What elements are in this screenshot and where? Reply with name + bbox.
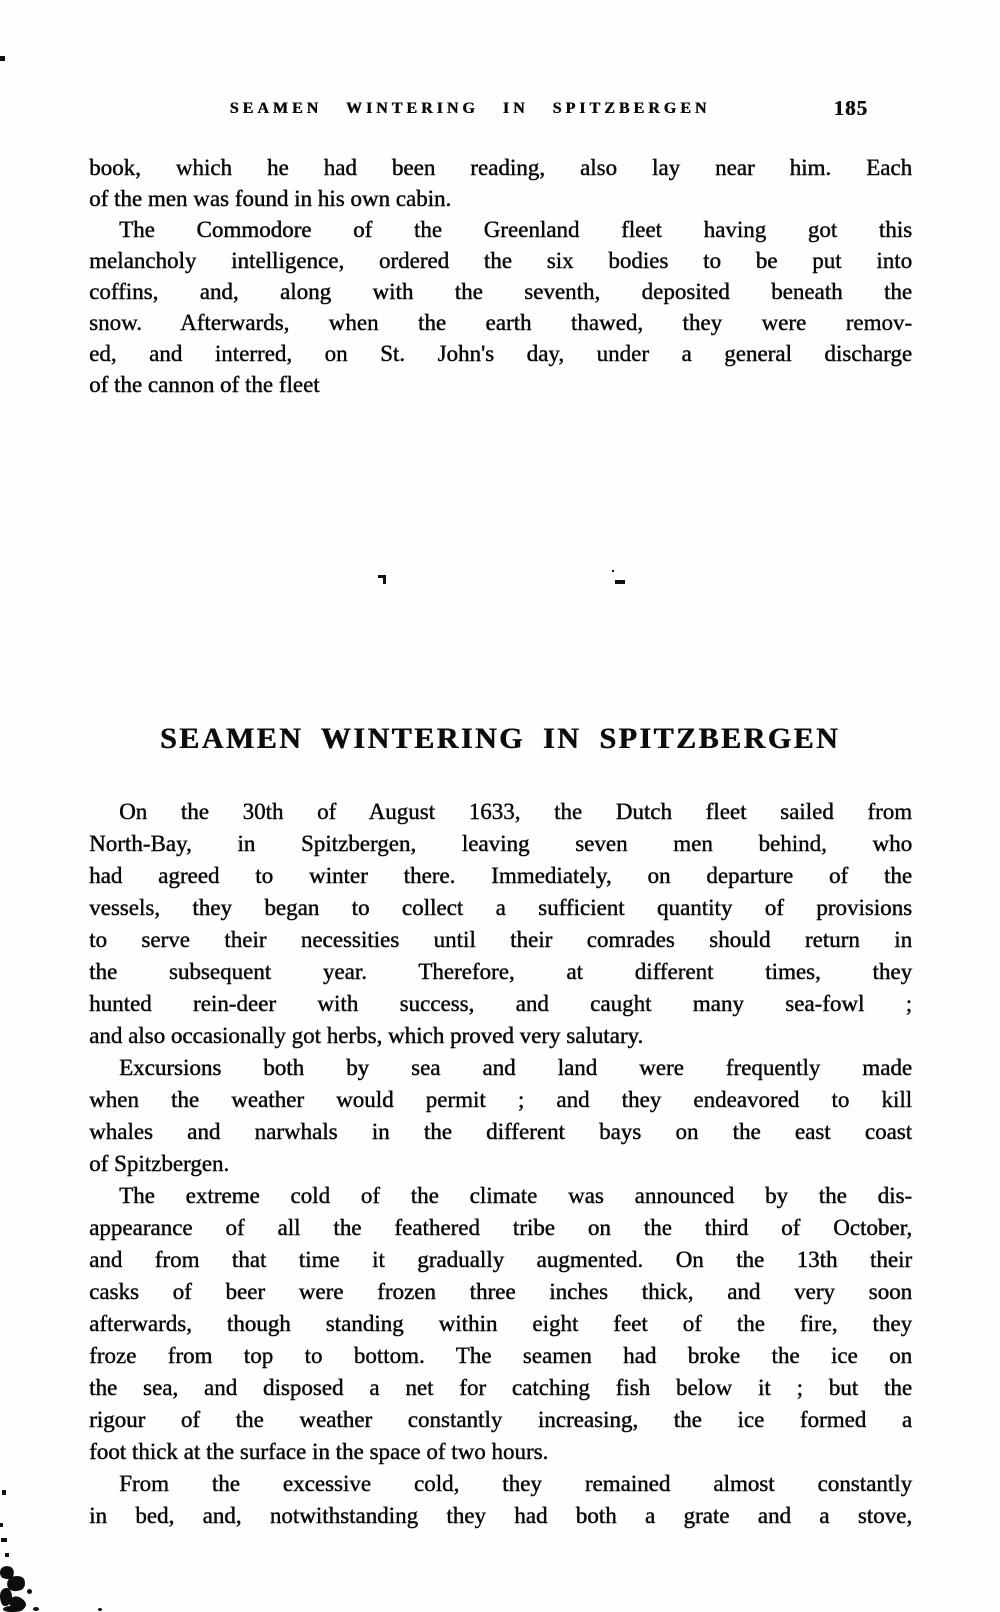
text-line: of the cannon of the fleet	[89, 372, 320, 397]
text-line: book, which he had been reading, also lay near him. Each	[89, 155, 912, 180]
scan-speck	[1, 1538, 7, 1542]
scan-speck	[2, 1490, 6, 1495]
paragraph	[89, 796, 912, 1052]
text-line: Excursions both by sea and land were frequently made	[119, 1055, 912, 1080]
text-line: melancholy intelligence, ordered the six bodies to be put into	[89, 248, 912, 273]
running-head-title: SEAMEN WINTERING IN SPITZBERGEN	[229, 100, 711, 117]
text-line: On the 30th of August 1633, the Dutch fleet sailed from	[119, 799, 912, 824]
paragraph	[89, 1052, 912, 1180]
ink-blob	[3, 1606, 23, 1612]
scan-speck	[615, 580, 625, 584]
text-line: had agreed to winter there. Immediately, on departure of the	[89, 863, 912, 888]
article-body-text	[89, 796, 912, 1532]
text-line: The extreme cold of the climate was announced by the dis-	[119, 1183, 912, 1208]
paragraph	[89, 1180, 912, 1468]
text-line: of the men was found in his own cabin.	[89, 186, 452, 211]
running-head	[88, 96, 912, 128]
text-line: froze from top to bottom. The seamen had broke the ice on	[89, 1343, 912, 1368]
text-line: casks of beer were frozen three inches thick, and very soon	[89, 1279, 912, 1304]
text-line: of Spitzbergen.	[89, 1151, 230, 1176]
text-line: when the weather would permit ; and they endeavored to kill	[89, 1087, 912, 1112]
text-line: the subsequent year. Therefore, at different times, they	[89, 959, 912, 984]
scan-speck	[0, 1523, 3, 1527]
paragraph	[89, 1468, 912, 1532]
text-line: whales and narwhals in the different bays on the east coast	[89, 1119, 912, 1144]
paragraph	[89, 214, 912, 400]
scan-speck	[0, 56, 5, 61]
text-line: the sea, and disposed a net for catching fish below it ; but the	[89, 1375, 912, 1400]
text-line: snow. Afterwards, when the earth thawed, they were remov-	[89, 310, 912, 335]
text-line: The Commodore of the Greenland fleet having got this	[119, 217, 912, 242]
text-line: to serve their necessities until their comrades should return in	[89, 927, 912, 952]
scan-speck	[27, 1589, 32, 1594]
text-line: and also occasionally got herbs, which proved very salutary.	[89, 1023, 644, 1048]
text-line: vessels, they began to collect a sufficient quantity of provisions	[89, 895, 912, 920]
scan-speck	[33, 1607, 39, 1611]
text-line: coffins, and, along with the seventh, deposited beneath the	[89, 279, 912, 304]
section-heading: SEAMEN WINTERING IN SPITZBERGEN	[159, 722, 841, 755]
scan-speck	[5, 1553, 9, 1557]
text-line: North-Bay, in Spitzbergen, leaving seven men behind, who	[89, 831, 912, 856]
text-line: afterwards, though standing within eight feet of the fire, they	[89, 1311, 912, 1336]
text-line: and from that time it gradually augmented. On the 13th their	[89, 1247, 912, 1272]
top-section-text	[89, 152, 912, 400]
text-line: in bed, and, notwithstanding they had both a grate and a stove,	[89, 1503, 912, 1528]
text-line: hunted rein-deer with success, and caught many sea-fowl ;	[89, 991, 912, 1016]
text-line: ed, and interred, on St. John's day, under a general discharge	[89, 341, 912, 366]
scan-speck	[383, 578, 386, 584]
scan-speck	[612, 570, 614, 572]
scan-speck	[98, 1608, 102, 1611]
page-number: 185	[833, 96, 868, 120]
text-line: From the excessive cold, they remained almost constantly	[119, 1471, 912, 1496]
text-line: foot thick at the surface in the space of two hours.	[89, 1439, 549, 1464]
paragraph	[89, 152, 912, 214]
text-line: appearance of all the feathered tribe on the third of October,	[89, 1215, 912, 1240]
text-line: rigour of the weather constantly increasing, the ice formed a	[89, 1407, 912, 1432]
